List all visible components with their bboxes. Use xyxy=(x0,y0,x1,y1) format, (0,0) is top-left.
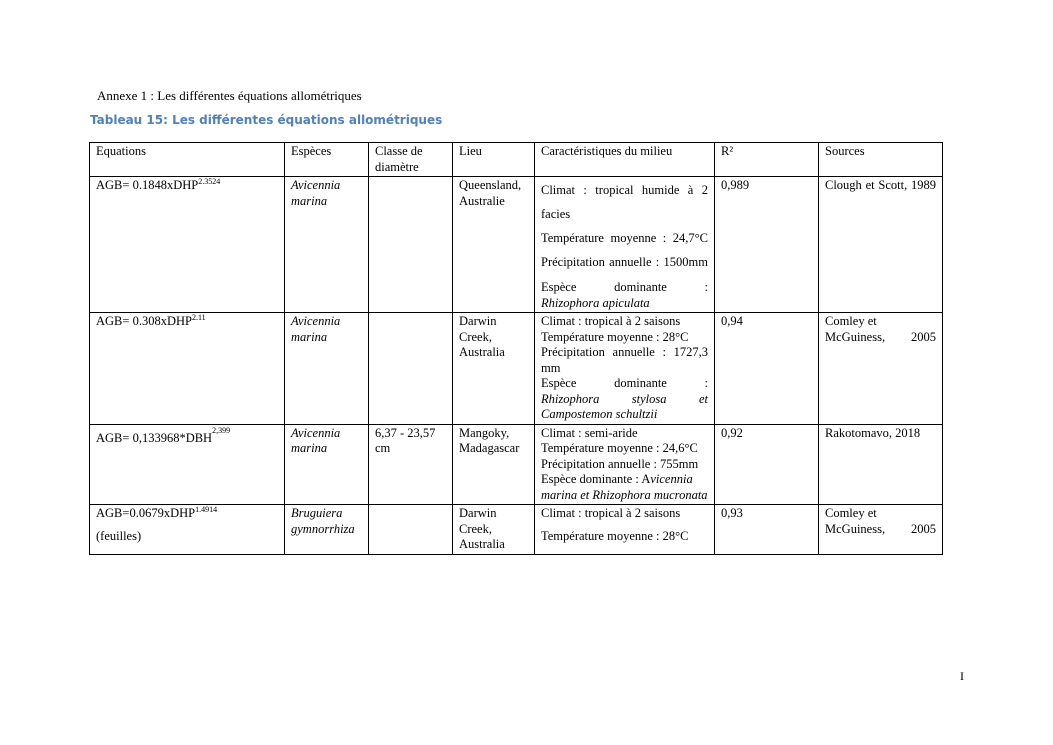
r2-cell: 0,94 xyxy=(715,313,819,425)
espece-cell: Avicennia marina xyxy=(285,424,369,505)
r2-cell: 0,989 xyxy=(715,177,819,313)
header-caracteristiques: Caractéristiques du milieu xyxy=(535,143,715,177)
classe-cell xyxy=(369,177,453,313)
caracteristiques-cell xyxy=(535,313,715,425)
equation-cell xyxy=(90,424,285,505)
climat-text: Climat : tropical à 2 saisons xyxy=(541,506,681,520)
table-row xyxy=(90,313,943,425)
espece-dominante-value: vicennia marina et Rhizophora mucronata xyxy=(541,472,708,502)
temperature-text: Température moyenne : 24,6°C xyxy=(541,441,698,455)
climat-text: Climat : tropical à 2 saisons xyxy=(541,314,681,328)
classe-cell: 6,37 - 23,57 cm xyxy=(369,424,453,505)
allometric-equations-table xyxy=(89,142,943,555)
temperature-text: Température moyenne : 24,7°C xyxy=(541,231,708,245)
r2-cell: 0,93 xyxy=(715,505,819,555)
header-especes: Espèces xyxy=(285,143,369,177)
temperature-text: Température moyenne : 28°C xyxy=(541,329,689,344)
page-number: I xyxy=(960,669,964,683)
annex-title: Annexe 1 : Les différentes équations allométriques xyxy=(97,88,362,103)
lieu-cell: Darwin Creek, Australia xyxy=(453,313,535,425)
espece-dominante-label-text: Espèce dominante : A xyxy=(541,472,651,486)
espece-dominante-label: Espèce dominante : xyxy=(541,376,708,390)
equation-note: (feuilles) xyxy=(96,528,142,543)
espece-cell: Avicennia marina xyxy=(285,313,369,425)
equation-exponent: 2.11 xyxy=(191,313,206,322)
classe-cell xyxy=(369,313,453,425)
table-caption: Tableau 15: Les différentes équations allométriques xyxy=(90,113,443,127)
equation-base: AGB= 0.1848xDHP xyxy=(96,178,199,192)
lieu-cell: Queensland, Australie xyxy=(453,177,535,313)
source-cell: Comley et McGuiness, 2005 xyxy=(819,313,943,425)
source-cell: Rakotomavo, 2018 xyxy=(819,424,943,505)
equation-cell xyxy=(90,177,285,313)
precipitation-text: Précipitation annuelle : 755mm xyxy=(541,456,699,471)
espece-cell: Avicennia marina xyxy=(285,177,369,313)
r2-cell: 0,92 xyxy=(715,424,819,505)
espece-cell: Bruguiera gymnorrhiza xyxy=(285,505,369,555)
source-cell: Clough et Scott, 1989 xyxy=(819,177,943,313)
header-lieu: Lieu xyxy=(453,143,535,177)
lieu-cell: Darwin Creek, Australia xyxy=(453,505,535,555)
header-classe: Classe de diamètre xyxy=(369,143,453,177)
table-row xyxy=(90,177,943,313)
equation-exponent: 2,399 xyxy=(212,425,231,435)
equation-cell xyxy=(90,313,285,425)
caracteristiques-cell xyxy=(535,177,715,313)
equation-cell xyxy=(90,505,285,555)
equation-base: AGB= 0,133968*DBH xyxy=(96,430,213,445)
caracteristiques-cell xyxy=(535,424,715,505)
temperature-text: Température moyenne : 28°C xyxy=(541,528,689,543)
equation-base: AGB= 0.308xDHP xyxy=(96,314,192,328)
espece-dominante-value: Rhizophora apiculata xyxy=(541,295,650,310)
table-row xyxy=(90,424,943,505)
header-equations: Equations xyxy=(90,143,285,177)
climat-text: Climat : semi-aride xyxy=(541,425,638,440)
classe-cell xyxy=(369,505,453,555)
lieu-cell: Mangoky, Madagascar xyxy=(453,424,535,505)
header-r2: R² xyxy=(715,143,819,177)
source-cell: Comley et McGuiness, 2005 xyxy=(819,505,943,555)
espece-dominante-label xyxy=(541,472,708,503)
header-sources: Sources xyxy=(819,143,943,177)
equation-exponent: 1.4914 xyxy=(195,505,218,514)
espece-dominante-label: Espèce dominante : xyxy=(541,280,708,294)
equation-exponent: 2.3524 xyxy=(198,177,221,186)
table-row xyxy=(90,505,943,555)
precipitation-text: Précipitation annuelle : 1500mm xyxy=(541,255,708,269)
caracteristiques-cell xyxy=(535,505,715,555)
table-header-row xyxy=(90,143,943,177)
climat-text: Climat : tropical humide à 2 facies xyxy=(541,183,708,221)
equation-base: AGB=0.0679xDHP xyxy=(96,506,196,520)
precipitation-text: Précipitation annuelle : 1727,3 mm xyxy=(541,345,708,375)
espece-dominante-value: Rhizophora stylosa et Campostemon schultzii xyxy=(541,391,708,421)
